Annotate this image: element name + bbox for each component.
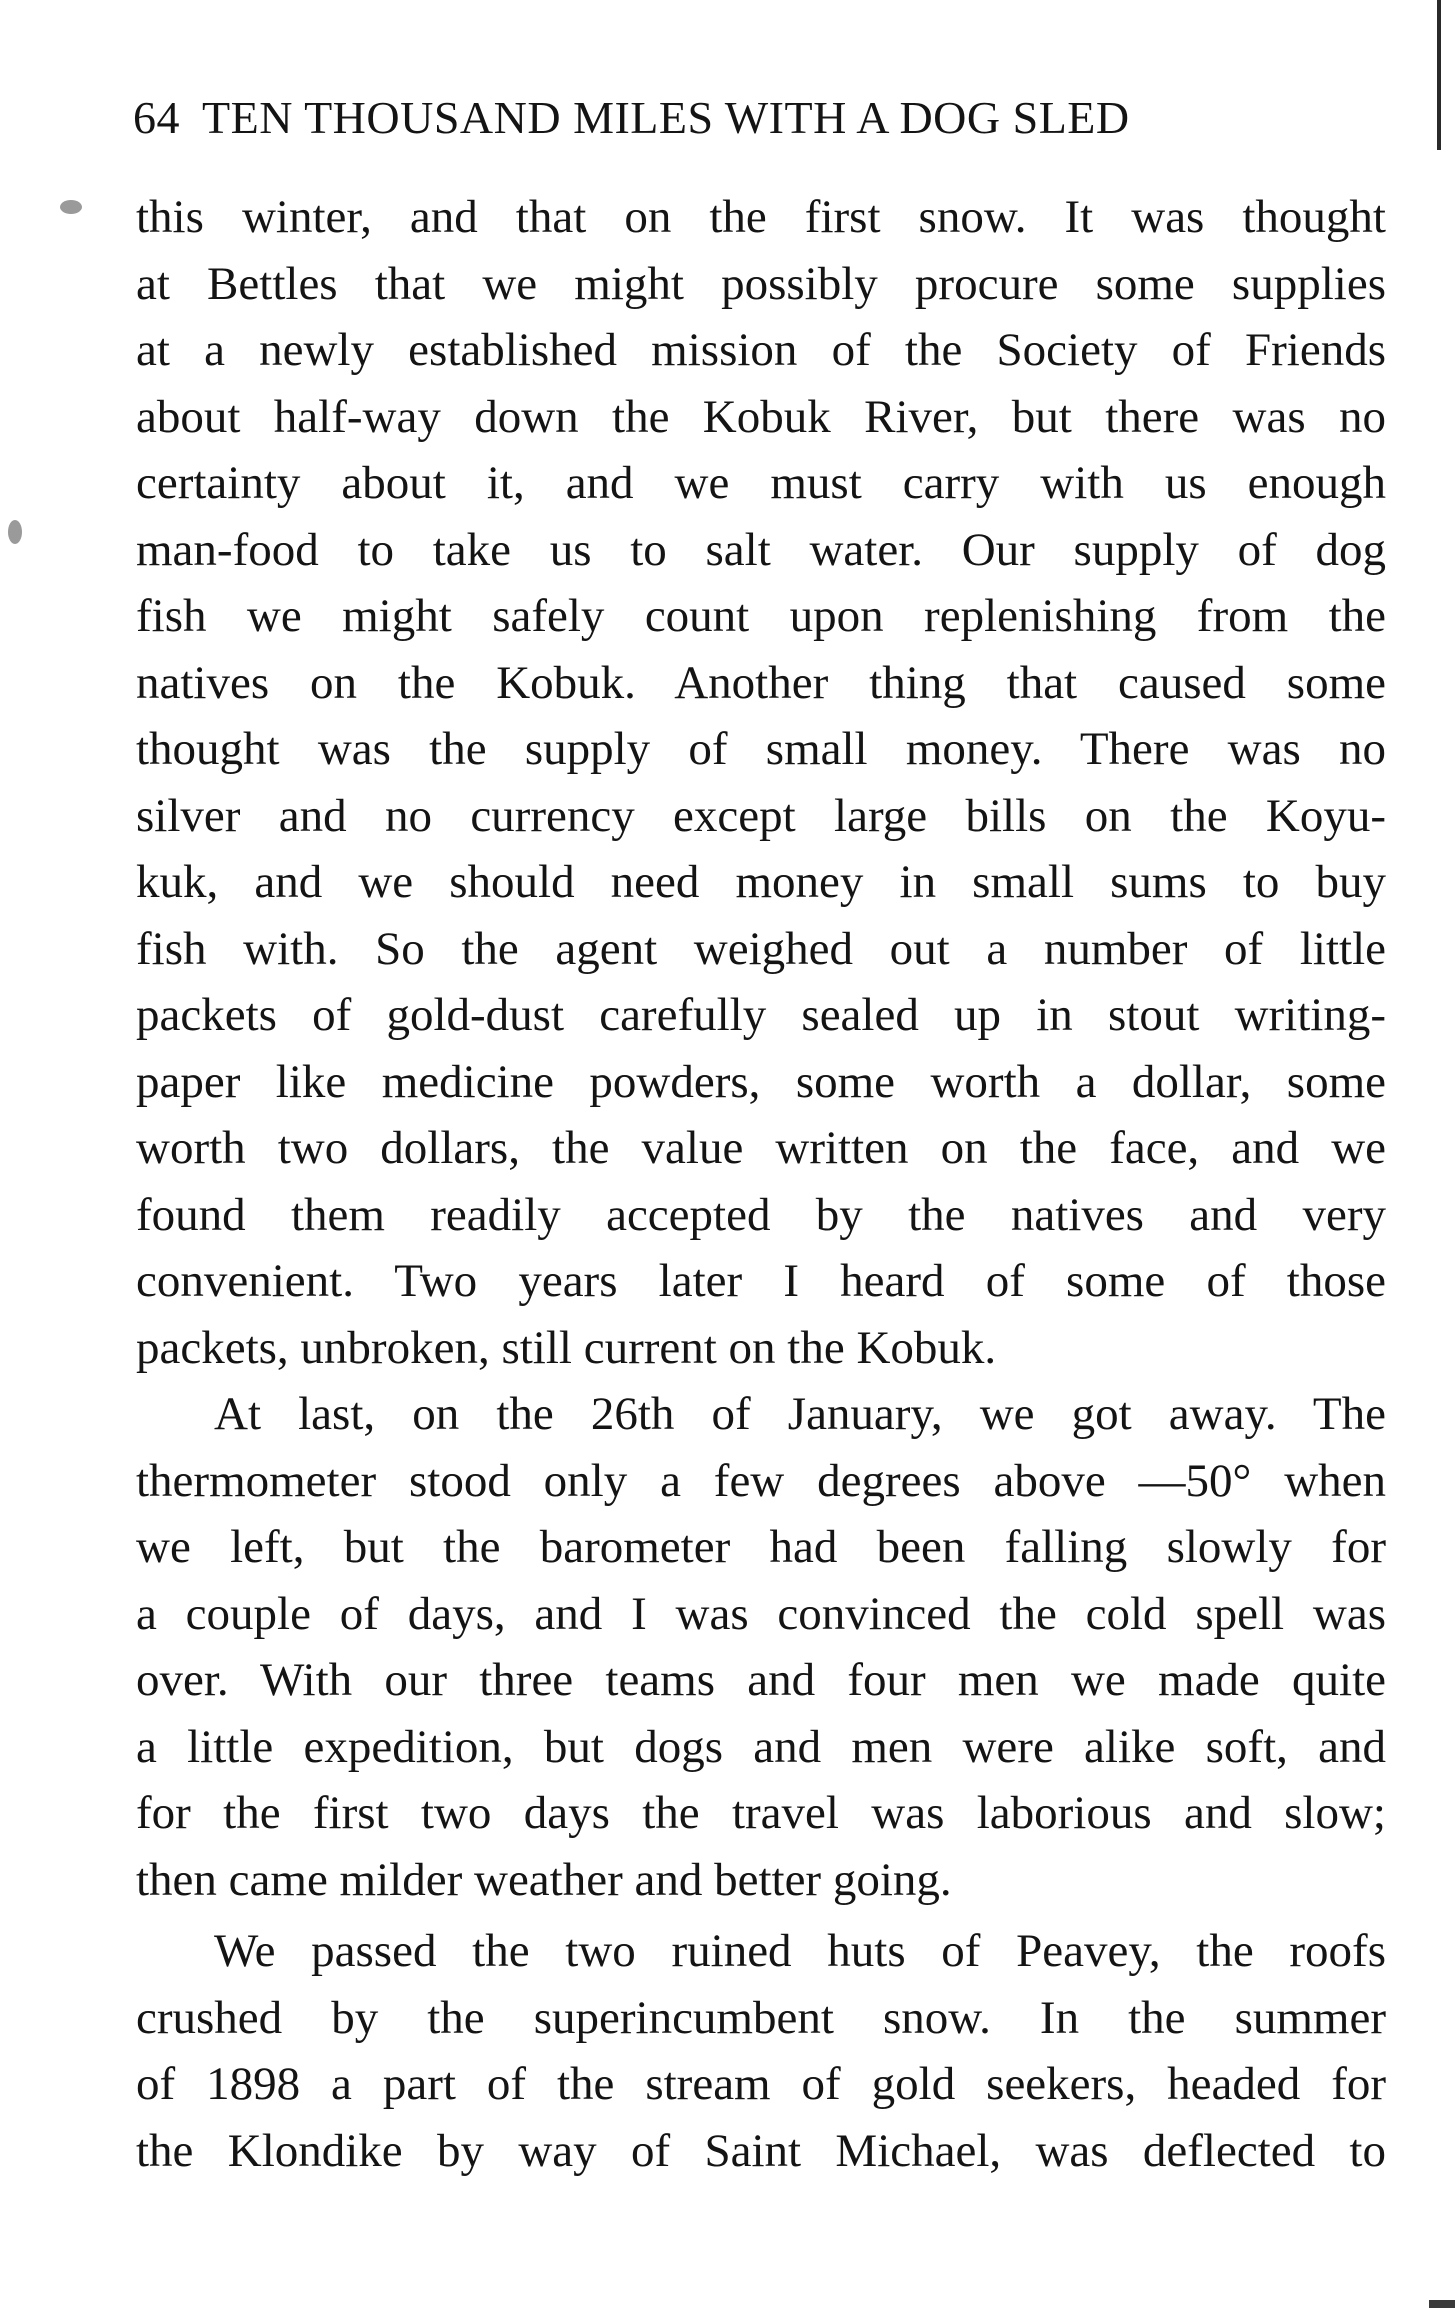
text-line: the Klondike by way of Saint Michael, was deflected to (136, 2124, 1386, 2177)
text-line: then came milder weather and better going. (136, 1853, 952, 1906)
text-line: over. With our three teams and four men we made quite (136, 1654, 1386, 1706)
paragraph-first-line: At last, on the 26th of January, we got away. The (214, 1388, 1386, 1440)
text-line: packets, unbroken, still current on the Kobuk. (136, 1321, 997, 1374)
text-line: about half-way down the Kobuk River, but there was no (136, 390, 1386, 443)
text-line: man-food to take us to salt water. Our supply of dog (136, 523, 1386, 576)
text-line: for the first two days the travel was laborious and slow; (136, 1787, 1386, 1839)
text-line: fish with. So the agent weighed out a number of little (136, 922, 1386, 975)
text-line: worth two dollars, the value written on the face, and we (136, 1122, 1386, 1174)
text-line: packets of gold-dust carefully sealed up in stout writing- (136, 989, 1386, 1041)
scan-speck (60, 200, 82, 214)
text-line: paper like medicine powders, some worth a dollar, some (136, 1055, 1386, 1108)
text-line: kuk, and we should need money in small sums to buy (136, 856, 1386, 908)
text-line: convenient. Two years later I heard of some of those (136, 1255, 1386, 1307)
scan-edge-rule (1437, 0, 1441, 150)
text-line: we left, but the barometer had been falling slowly for (136, 1521, 1386, 1573)
text-line: a couple of days, and I was convinced the cold spell was (136, 1587, 1386, 1640)
text-line: certainty about it, and we must carry with us enough (136, 457, 1386, 509)
paragraph-first-line: We passed the two ruined huts of Peavey, the roofs (214, 1925, 1386, 1977)
text-line: thought was the supply of small money. There was no (136, 723, 1386, 775)
scan-corner-mark (1429, 2300, 1455, 2308)
body-text (136, 184, 1386, 2184)
text-line: at a newly established mission of the Society of Friends (136, 324, 1386, 376)
text-line: this winter, and that on the first snow. It was thought (136, 191, 1386, 243)
scan-speck (8, 520, 22, 544)
text-line: of 1898 a part of the stream of gold seekers, headed for (136, 2058, 1386, 2110)
text-line: natives on the Kobuk. Another thing that caused some (136, 656, 1386, 709)
text-line: fish we might safely count upon replenishing from the (136, 590, 1386, 642)
text-line: a little expedition, but dogs and men were alike soft, and (136, 1720, 1386, 1773)
page-number: 64 (133, 92, 180, 143)
running-title: TEN THOUSAND MILES WITH A DOG SLED (202, 92, 1130, 143)
text-line: found them readily accepted by the natives and very (136, 1188, 1386, 1241)
text-line: silver and no currency except large bills on the Koyu- (136, 789, 1386, 842)
running-header (133, 88, 1323, 148)
text-line: at Bettles that we might possibly procure some supplies (136, 257, 1386, 310)
text-line: thermometer stood only a few degrees above —50° when (136, 1454, 1386, 1507)
text-line: crushed by the superincumbent snow. In the summer (136, 1991, 1386, 2044)
